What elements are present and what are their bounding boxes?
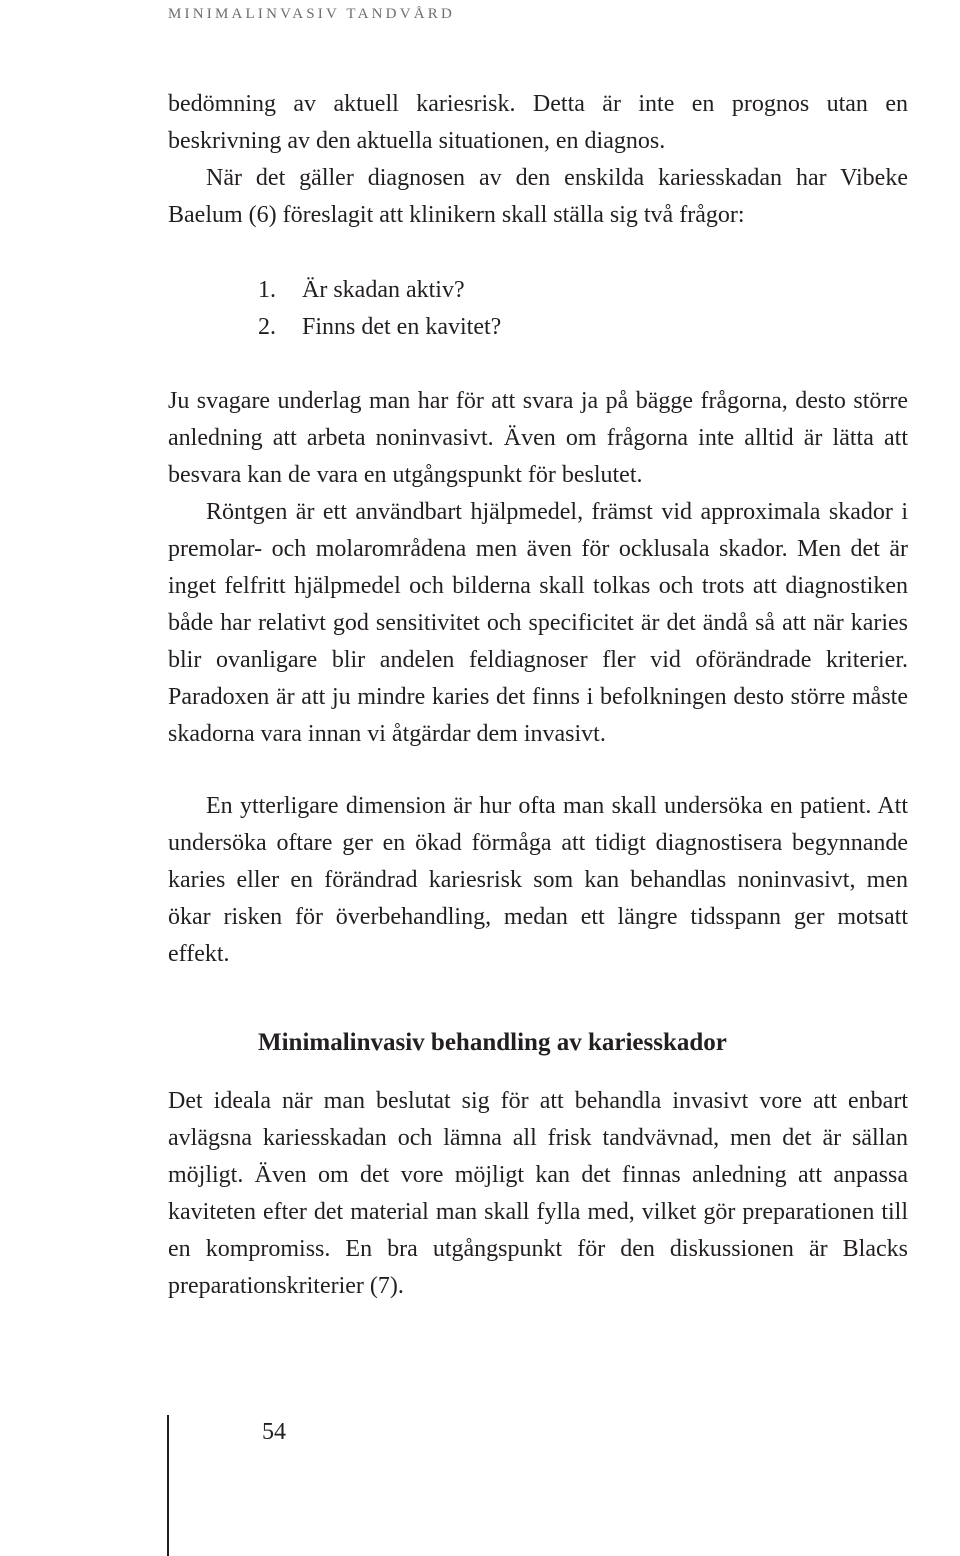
body-paragraph: En ytterligare dimension är hur ofta man skall undersöka en patient. Att undersöka oftare ger en ökad förmåga att tidigt diagnostisera begynnande karies eller en förändrad kariesrisk som kan behandlas noninvasivt, men ökar risken för överbehandling, medan ett längre tidsspann ger motsatt effekt. bbox=[168, 793, 908, 967]
body-paragraph: Röntgen är ett användbart hjälpmedel, främst vid approximala skador i premolar- och molarområdena men även för ocklusala skador. Men det är inget felfritt hjälpmedel och bilderna skall tolkas och trots att diagnostiken både har relativt god sensitivitet och specificitet är det ändå så att när karies blir ovanligare blir andelen feldiagnoser fler vid oförändrade kriterier. Paradoxen är att ju mindre karies det finns i befolkningen desto större måste skadorna vara innan vi åtgärdar dem invasivt. bbox=[168, 499, 908, 747]
body-paragraph: Det ideala när man beslutat sig för att behandla invasivt vore att enbart avlägsna kariesskadan och lämna all frisk tandvävnad, men det är sällan möjligt. Även om det vore möjligt kan det finnas anledning att anpassa kaviteten efter det material man skall fylla med, vilket gör preparationen till en kompromiss. En bra utgångspunkt för den diskussionen är Blacks preparationskriterier (7). bbox=[168, 1088, 908, 1299]
body-paragraph: bedömning av aktuell kariesrisk. Detta är inte en prognos utan en beskrivning av den aktuella situationen, en diagnos. bbox=[168, 91, 908, 154]
section-heading: Minimalinvasiv behandling av kariesskador bbox=[258, 1029, 727, 1056]
body-paragraph: När det gäller diagnosen av den enskilda kariesskadan har Vibeke Baelum (6) föreslagit att klinikern skall ställa sig två frågor: bbox=[168, 165, 908, 228]
list-item bbox=[258, 272, 465, 309]
body-paragraph: Ju svagare underlag man har för att svara ja på bägge frågorna, desto större anledning att arbeta noninvasivt. Även om frågorna inte alltid är lätta att besvara kan de vara en utgångspunkt för beslutet. bbox=[168, 388, 908, 488]
list-item-number: 2. bbox=[258, 314, 276, 340]
running-head: MINIMALINVASIV TANDVÅRD bbox=[168, 6, 455, 22]
list-item bbox=[258, 309, 501, 346]
list-item-text: Är skadan aktiv? bbox=[302, 277, 465, 303]
list-item-number: 1. bbox=[258, 277, 276, 303]
list-item-text: Finns det en kavitet? bbox=[302, 314, 502, 340]
page-number: 54 bbox=[262, 1419, 286, 1445]
footer-rule bbox=[167, 1415, 169, 1556]
